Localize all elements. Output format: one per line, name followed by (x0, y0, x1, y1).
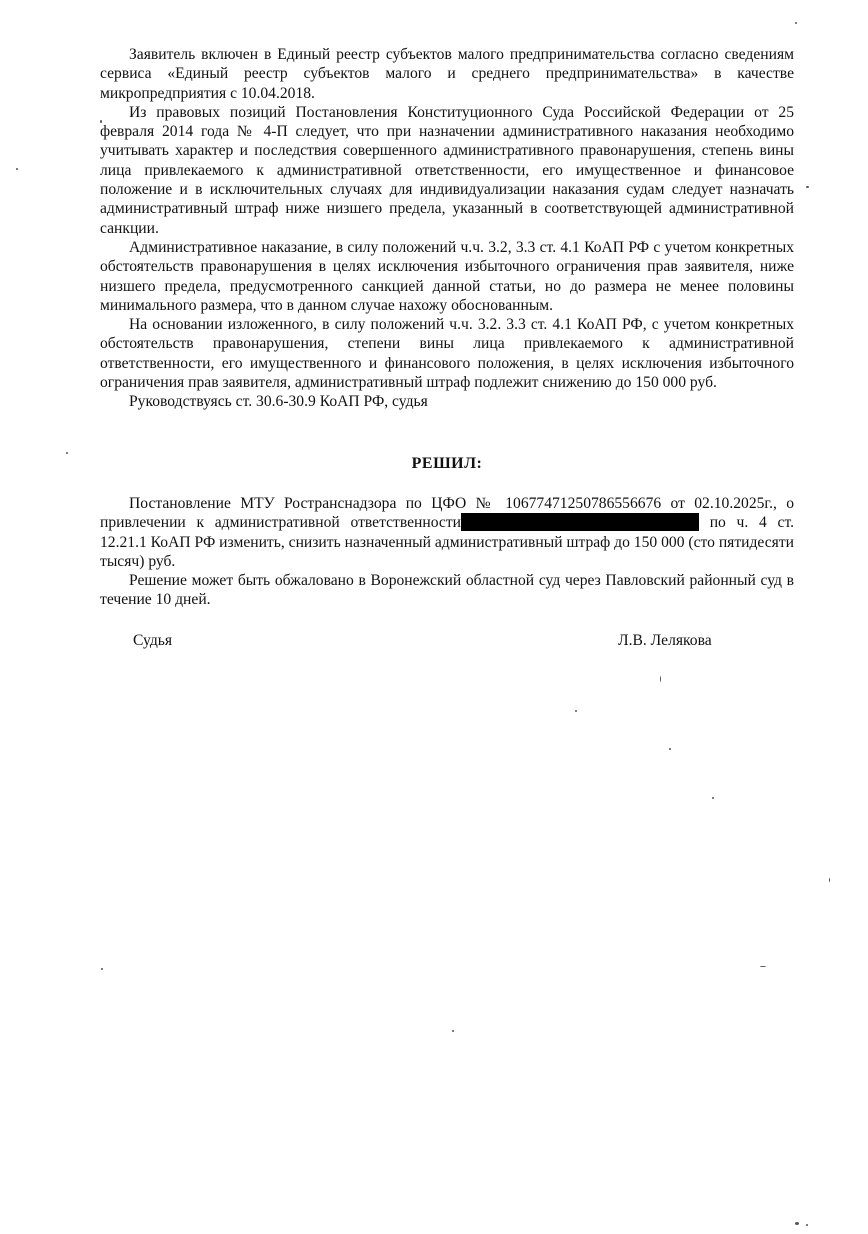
scan-speck (575, 710, 577, 712)
decision-section (100, 494, 794, 610)
paragraph-registry: Заявитель включен в Единый реестр субъектов малого предпринимательства согласно сведениям сервиса «Единый реестр субъектов малого и среднего предпринимательства» в качестве микропредприятия с 10.04.2018. (100, 46, 794, 102)
scan-speck (806, 186, 809, 188)
scan-speck (660, 676, 661, 682)
decision-text-part2: по ч. 4 ст. 12.21.1 КоАП РФ изменить, снизить назначенный административный штраф до 150 000 (сто пятидесяти тысяч) руб. (100, 514, 794, 570)
scan-speck (100, 120, 102, 123)
signature-name: Л.В. Лелякова (618, 632, 712, 649)
scan-speck (806, 1224, 808, 1226)
decision-heading: РЕШИЛ: (411, 455, 483, 472)
scan-speck (66, 452, 68, 454)
decision-text-part1: Постановление МТУ Ространснадзора по ЦФО № 10677471250786556676 от 02.10.2025г., о привлечении к административной ответственности (100, 495, 794, 532)
paragraph-conclusion: На основании изложенного, в силу положений ч.ч. 3.2. 3.3 ст. 4.1 КоАП РФ, с учетом конкретных обстоятельств правонарушения, степени вины лица привлекаемого к административной ответственности, его имущественного и финансового положения, в целях исключения избыточного ограничения прав заявителя, административный штраф подлежит снижению до 150 000 руб. (100, 316, 794, 392)
motivation-section (100, 45, 794, 412)
signature-label: Судья (133, 632, 173, 649)
paragraph-appeal: Решение может быть обжаловано в Воронежский областной суд через Павловский районный суд в течение 10 дней. (100, 572, 794, 609)
scan-speck (795, 1222, 799, 1225)
paragraph-decision (100, 494, 794, 571)
scan-speck (452, 1030, 454, 1032)
paragraph-constitutional-court: Из правовых позиций Постановления Конституционного Суда Российской Федерации от 25 февраля 2014 года № 4-П следует, что при назначении административного наказания необходимо учитывать характер и последствия совершенного административного правонарушения, степень вины лица привлекаемого к административной ответственности, его имущественное и финансовое положение и в исключительных случаях для индивидуализации наказания судам следует назначать административный штраф ниже низшего предела, указанный в соответствующей административной санкции. (100, 103, 794, 237)
redaction-block (461, 513, 699, 531)
scan-speck (712, 797, 714, 799)
scan-speck (16, 168, 18, 170)
scan-speck (760, 966, 766, 967)
scan-speck (101, 968, 103, 970)
scan-speck (795, 22, 797, 24)
paragraph-guided-by: Руководствуясь ст. 30.6-30.9 КоАП РФ, судья (129, 393, 428, 411)
scan-speck (829, 878, 830, 882)
paragraph-penalty-reduction: Административное наказание, в силу положений ч.ч. 3.2, 3.3 ст. 4.1 КоАП РФ с учетом конкретных обстоятельств правонарушения в целях исключения избыточного ограничения прав заявителя, ниже низшего предела, предусмотренного санкцией данной статьи, но до размера не менее половины минимального размера, что в данном случае нахожу обоснованным. (100, 238, 794, 314)
scan-speck (669, 748, 671, 750)
